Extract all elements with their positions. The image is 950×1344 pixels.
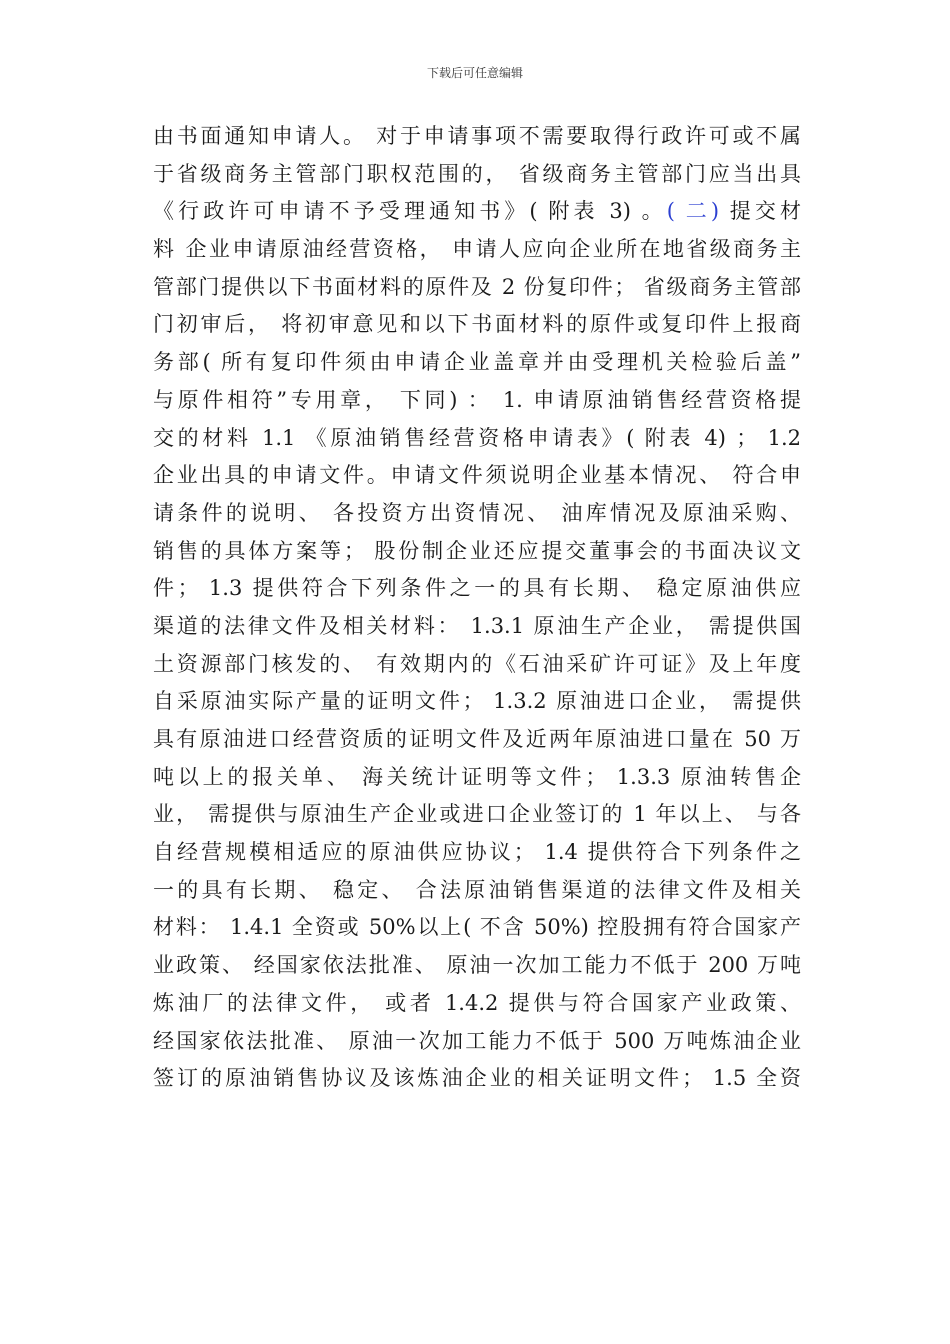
body-line [153,495,801,533]
body-line [153,683,801,721]
text-run: 于省级商务主管部门职权范围的， 省级商务主管部门应当出具 [153,161,801,186]
body-line [153,834,801,872]
text-run: 料 企业申请原油经营资格， 申请人应向企业所在地省级商务主 [153,237,801,262]
text-run: 业， 需提供与原油生产企业或进口企业签订的 1 年以上、 与各 [153,802,801,827]
text-run: 签订的原油销售协议及该炼油企业的相关证明文件； 1.5 全资 [153,1066,801,1091]
text-run: 吨以上的报关单、 海关统计证明等文件； 1.3.3 原油转售企 [153,764,801,789]
text-run: 一的具有长期、 稳定、 合法原油销售渠道的法律文件及相关 [153,877,801,902]
body-line [153,1023,801,1061]
text-run: 具有原油进口经营资质的证明文件及近两年原油进口量在 50 万 [153,727,801,751]
text-run: 自经营规模相适应的原油供应协议； 1.4 提供符合下列条件之 [153,840,801,865]
text-run: 提交材 [719,199,801,224]
text-run: 务部( 所有复印件须由申请企业盖章并由受理机关检验后盖” [153,350,801,375]
body-line [153,533,801,571]
body-line [153,796,801,834]
body-line [153,985,801,1023]
text-run: 交的材料 1.1 《原油销售经营资格申请表》( 附表 4) ； 1.2 [153,425,801,450]
text-run: 与原件相符”专用章， 下同) ： 1. 申请原油销售经营资格提 [153,387,801,412]
text-run: 业政策、 经国家依法批准、 原油一次加工能力不低于 200 万吨 [153,953,801,978]
body-line [153,118,801,156]
text-run: 自采原油实际产量的证明文件； 1.3.2 原油进口企业， 需提供 [153,689,801,714]
body-line [153,193,801,231]
text-run: 企业出具的申请文件。申请文件须说明企业基本情况、 符合申 [153,463,801,488]
body-line [153,721,801,759]
text-run: 管部门提供以下书面材料的原件及 2 份复印件； 省级商务主管部 [153,274,801,299]
text-run: 门初审后， 将初审意见和以下书面材料的原件或复印件上报商 [153,312,801,337]
body-line [153,231,801,269]
body-line [153,382,801,420]
body-line [153,570,801,608]
text-run: 请条件的说明、 各投资方出资情况、 油库情况及原油采购、 [153,500,801,525]
body-line [153,420,801,458]
body-line [153,872,801,910]
text-run: 土资源部门核发的、 有效期内的《石油采矿许可证》及上年度 [153,651,801,676]
text-run: 渠道的法律文件及相关材料： 1.3.1 原油生产企业， 需提供国 [153,613,801,638]
text-run: 《行政许可申请不予受理通知书》( 附表 3) 。 [153,199,667,224]
body-line [153,909,801,947]
body-line [153,947,801,985]
body-line [153,344,801,382]
page-header: 下载后可任意编辑 [426,66,523,80]
body-line [153,269,801,307]
section-number: ( 二) [666,199,720,224]
text-run: 件； 1.3 提供符合下列条件之一的具有长期、 稳定原油供应 [153,576,801,601]
text-run: 经国家依法批准、 原油一次加工能力不低于 500 万吨炼油企业 [153,1028,801,1053]
document-body [153,118,801,1098]
body-line [153,608,801,646]
text-run: 销售的具体方案等； 股份制企业还应提交董事会的书面决议文 [153,538,801,563]
body-line [153,306,801,344]
body-line [153,457,801,495]
text-run: 炼油厂的法律文件， 或者 1.4.2 提供与符合国家产业政策、 [153,990,801,1015]
body-line [153,1060,801,1098]
body-line [153,759,801,797]
body-line [153,646,801,684]
text-run: 由书面通知申请人。 对于申请事项不需要取得行政许可或不属 [153,124,801,148]
text-run: 材料： 1.4.1 全资或 50%以上( 不含 50%) 控股拥有符合国家产 [153,915,801,940]
body-line [153,156,801,194]
